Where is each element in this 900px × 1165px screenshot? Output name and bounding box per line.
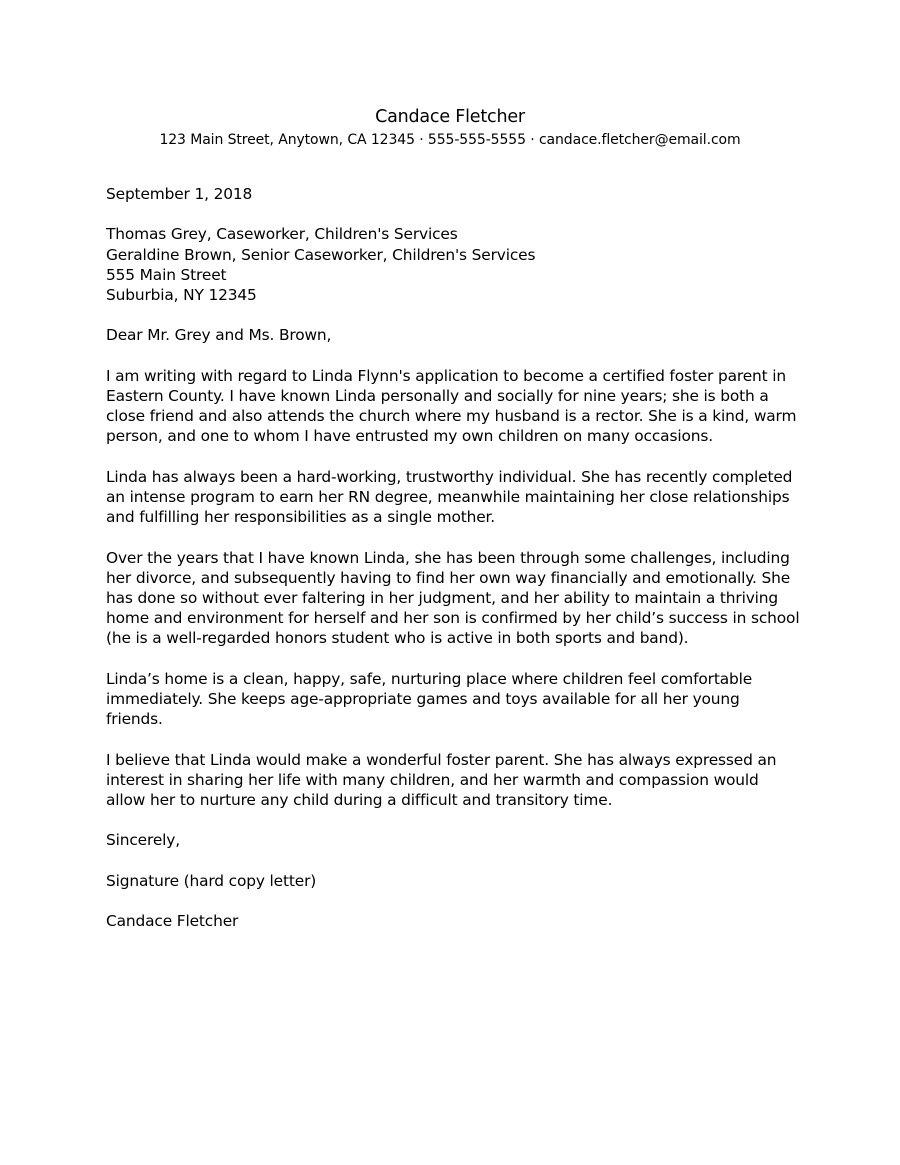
paragraph-line: allow her to nurture any child during a difficult and transitory time.	[106, 790, 613, 809]
paragraph-line: (he is a well-regarded honors student who is active in both sports and band).	[106, 629, 689, 648]
paragraph-2	[106, 467, 806, 528]
paragraph-line: person, and one to whom I have entrusted my own children on many occasions.	[106, 427, 713, 446]
paragraph-line: friends.	[106, 710, 163, 729]
paragraph-line: Over the years that I have known Linda, she has been through some challenges, including	[106, 548, 790, 567]
paragraph-line: Linda has always been a hard-working, trustworthy individual. She has recently completed	[106, 467, 793, 486]
paragraph-line: and fulfilling her responsibilities as a single mother.	[106, 508, 496, 527]
paragraph-5	[106, 750, 806, 811]
recipient-line: Geraldine Brown, Senior Caseworker, Children's Services	[106, 245, 536, 264]
letter-date: September 1, 2018	[106, 185, 253, 203]
recipient-address	[106, 224, 806, 305]
paragraph-line: Linda’s home is a clean, happy, safe, nurturing place where children feel comfortable	[106, 669, 753, 688]
signature-note: Signature (hard copy letter)	[106, 871, 317, 890]
paragraph-line: close friend and also attends the church where my husband is a rector. She is a kind, warm	[106, 407, 797, 426]
salutation: Dear Mr. Grey and Ms. Brown,	[106, 326, 332, 345]
paragraph-3	[106, 548, 806, 649]
paragraph-line: interest in sharing her life with many children, and her warmth and compassion would	[106, 770, 759, 789]
letter-body	[106, 184, 806, 931]
recipient-line: Suburbia, NY 12345	[106, 286, 257, 304]
closing: Sincerely,	[106, 831, 180, 850]
recipient-line: Thomas Grey, Caseworker, Children's Services	[106, 225, 458, 244]
paragraph-4	[106, 669, 806, 730]
paragraph-line: I am writing with regard to Linda Flynn's application to become a certified foster parent in	[106, 366, 786, 385]
signer-name: Candace Fletcher	[106, 912, 239, 931]
paragraph-line: Eastern County. I have known Linda personally and socially for nine years; she is both a	[106, 386, 769, 405]
paragraph-line: I believe that Linda would make a wonderful foster parent. She has always expressed an	[106, 750, 777, 769]
sender-contact-line: 123 Main Street, Anytown, CA 12345 · 555-555-5555 · candace.fletcher@email.com	[159, 132, 741, 148]
recipient-line: 555 Main Street	[106, 265, 227, 284]
letter-header	[0, 105, 900, 150]
sender-name: Candace Fletcher	[375, 107, 525, 127]
paragraph-line: immediately. She keeps age-appropriate games and toys available for all her young	[106, 689, 740, 708]
paragraph-1	[106, 366, 806, 447]
paragraph-line: an intense program to earn her RN degree, meanwhile maintaining her close relationships	[106, 487, 790, 506]
paragraph-line: home and environment for herself and her son is confirmed by her child’s success in school	[106, 609, 800, 628]
paragraph-line: has done so without ever faltering in her judgment, and her ability to maintain a thriving	[106, 588, 779, 607]
paragraph-line: her divorce, and subsequently having to find her own way financially and emotionally. She	[106, 568, 791, 587]
